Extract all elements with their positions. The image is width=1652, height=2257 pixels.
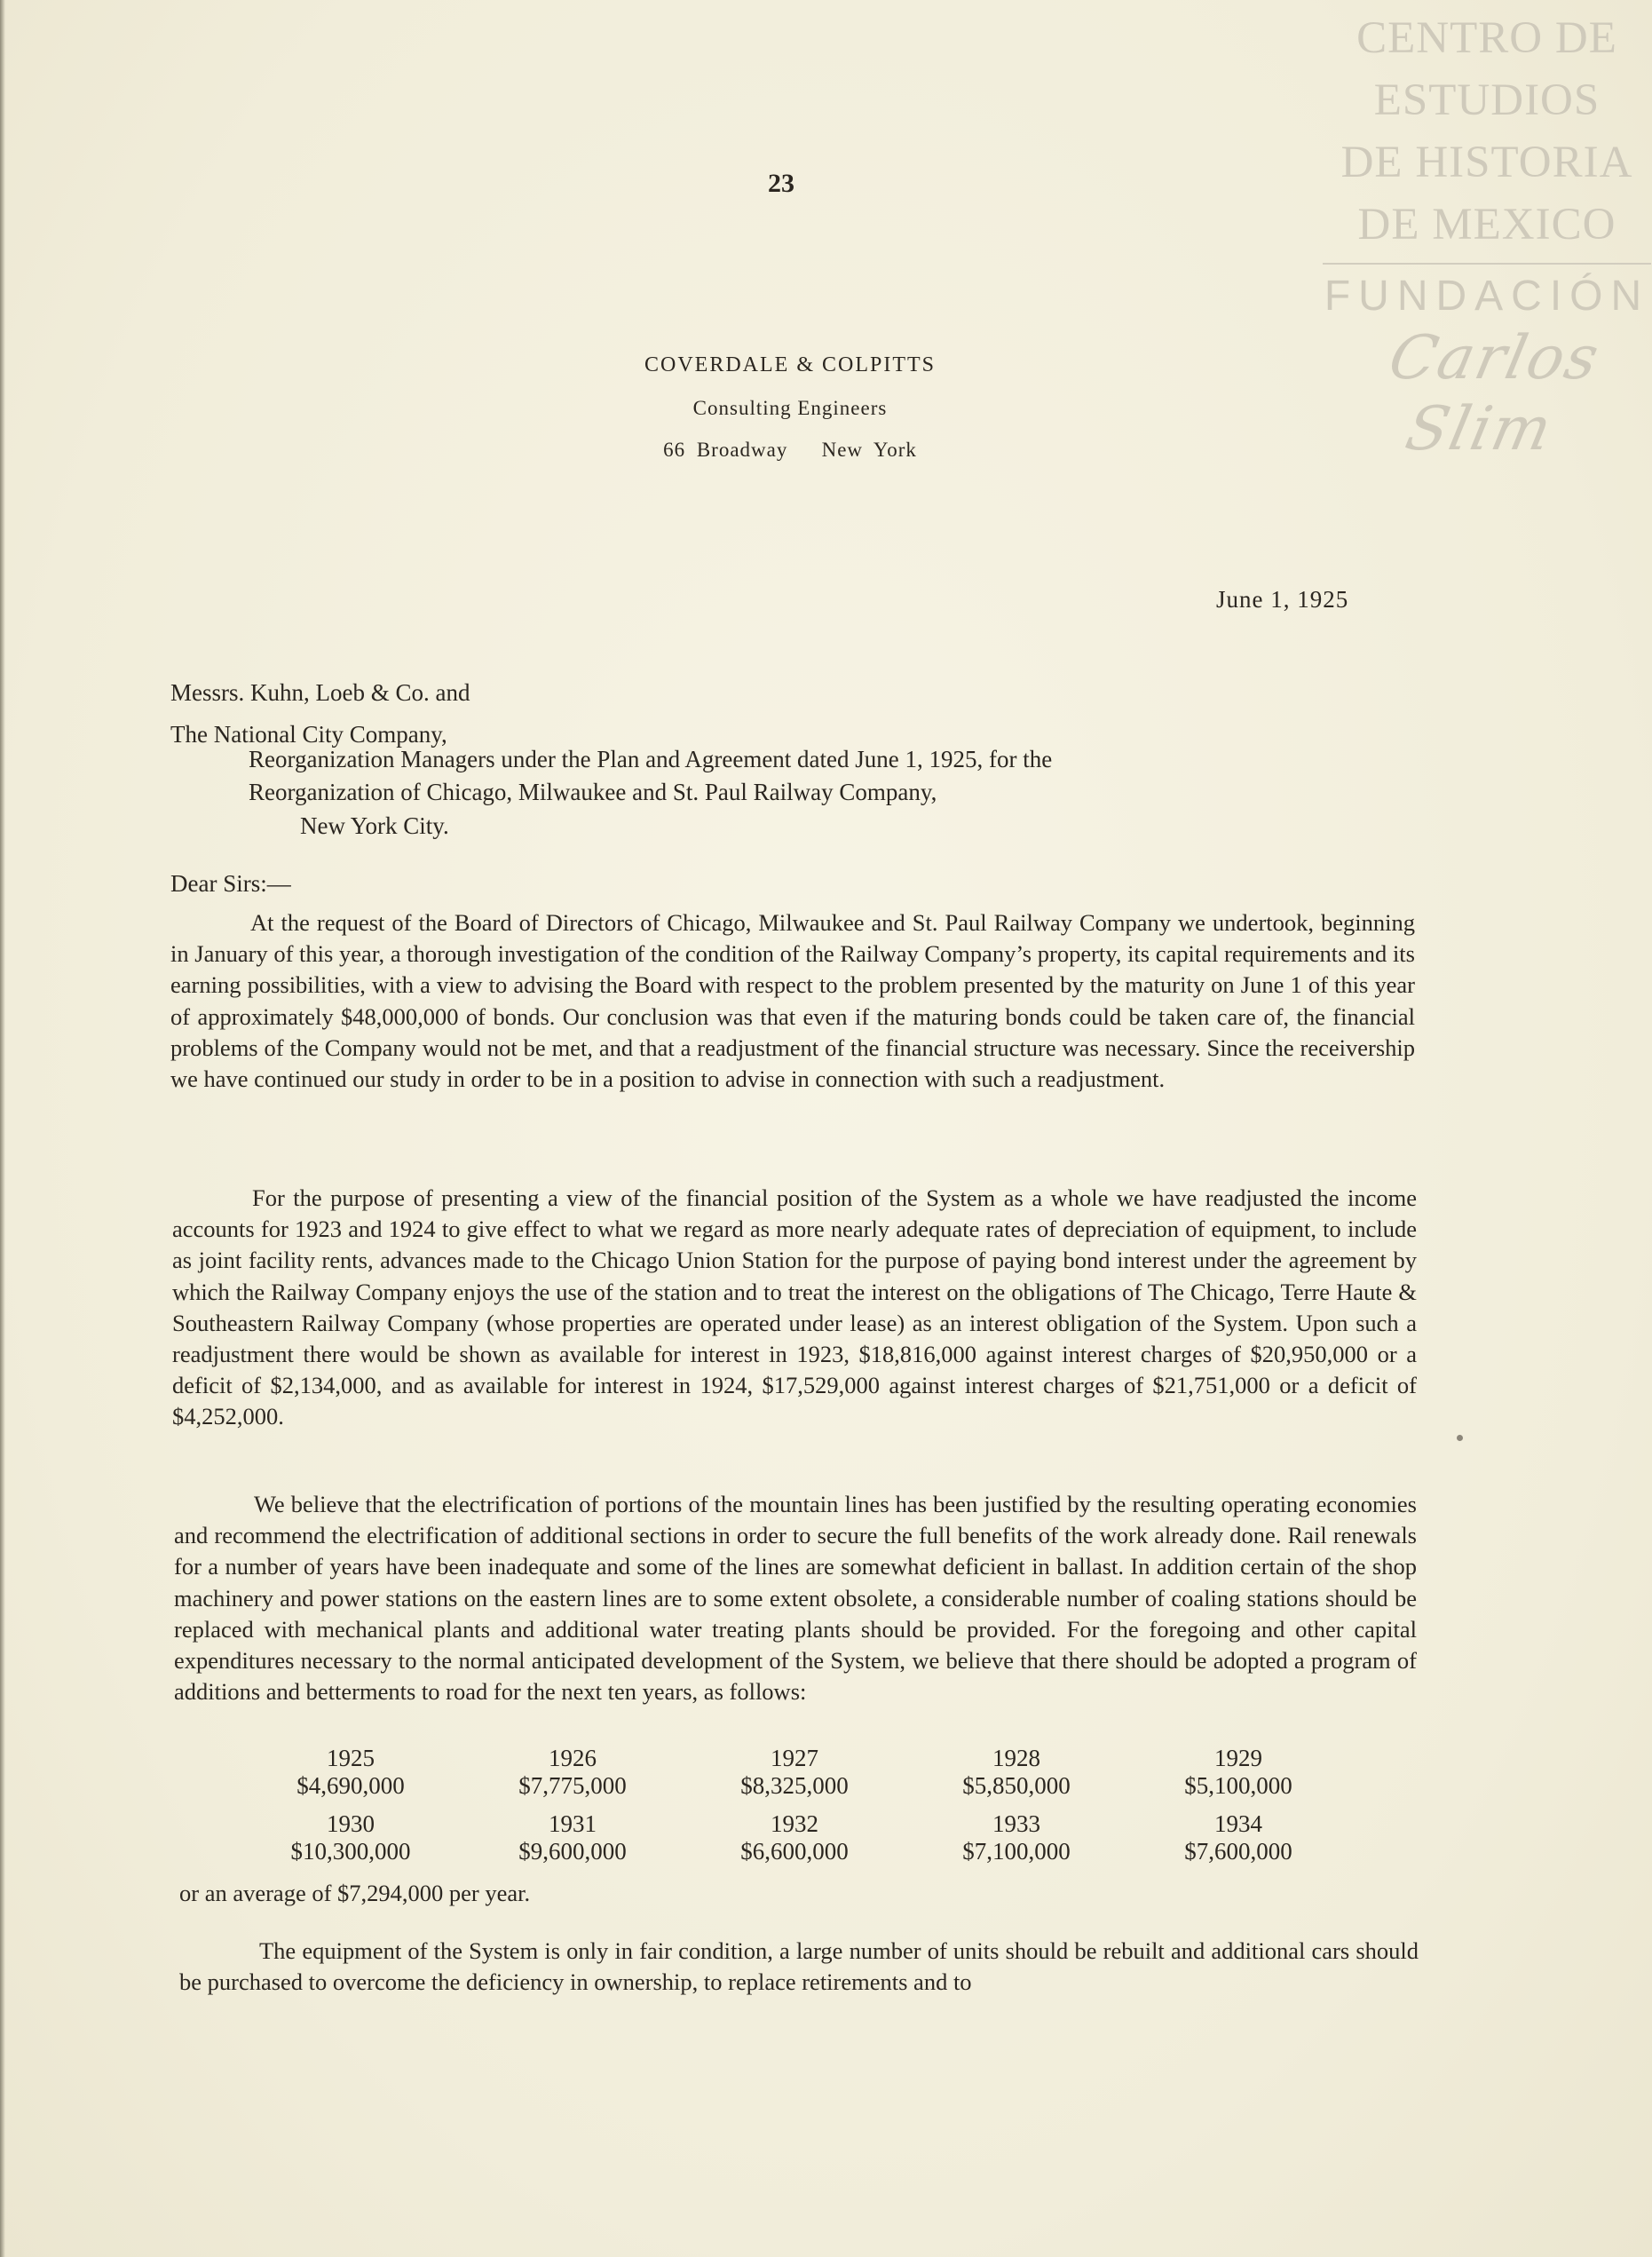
addressee-line: Messrs. Kuhn, Loeb & Co. and [170, 679, 470, 706]
watermark-line: DE HISTORIA [1340, 138, 1633, 187]
addressee-line: Reorganization of Chicago, Milwaukee and St. Paul Railway Company, [249, 779, 937, 805]
program-year: 1925 [327, 1745, 375, 1771]
watermark-line: ESTUDIOS [1373, 75, 1601, 125]
table-spacer [240, 1800, 1349, 1810]
program-amount: $9,600,000 [518, 1838, 627, 1865]
table-cell [905, 1745, 1127, 1800]
table-row [240, 1745, 1349, 1800]
watermark-line: CENTRO DE [1356, 13, 1617, 63]
betterments-program-table [240, 1745, 1349, 1865]
program-year: 1934 [1214, 1810, 1262, 1837]
watermark-line: DE MEXICO [1357, 200, 1616, 249]
program-year: 1933 [992, 1810, 1040, 1837]
table-cell [905, 1810, 1127, 1865]
watermark-foundation: FUNDACIÓN [1324, 273, 1650, 320]
letter-date: June 1, 1925 [1216, 586, 1349, 613]
letterhead-address: 66 Broadway New York [663, 439, 917, 461]
body-paragraph: For the purpose of presenting a view of the financial position of the System as a whole we have readjusted the income accounts for 1923 and 1924 to give effect to what we regard as more nearly adequate rates of depreciation of equipment, to include as joint facility rents, advances made to the Chicago Union Station for the purpose of paying bond interest under the agreement by which the Railway Company enjoys the use of the station and to treat the interest on the obligations of The Chicago, Terre Haute & Southeastern Railway Company (whose properties are operated under lease) as an interest obligation of the System. Upon such a readjustment there would be shown as available for interest in 1923, $18,816,000 against interest charges of $20,950,000 or a deficit of $2,134,000, and as available for interest in 1924, $17,529,000 against interest charges of $21,751,000 or a deficit of $4,252,000. [172, 1184, 1417, 1430]
average-note: or an average of $7,294,000 per year. [179, 1880, 531, 1906]
program-amount: $6,600,000 [740, 1838, 849, 1865]
page-edge-shadow [0, 0, 5, 2257]
table-cell [1127, 1810, 1349, 1865]
program-amount: $8,325,000 [740, 1772, 849, 1799]
program-amount: $7,600,000 [1184, 1838, 1292, 1865]
program-year: 1926 [549, 1745, 597, 1771]
paper-speck [1457, 1435, 1463, 1441]
page-number: 23 [768, 169, 794, 198]
program-year: 1932 [771, 1810, 818, 1837]
program-amount: $7,775,000 [518, 1772, 627, 1799]
body-paragraph: The equipment of the System is only in fair condition, a large number of units should be rebuilt and additional cars should be purchased to overcome the deficiency in ownership, to replace retirements and to [179, 1937, 1419, 1996]
table-cell [684, 1810, 905, 1865]
program-year: 1927 [771, 1745, 818, 1771]
table-cell [462, 1810, 684, 1865]
watermark-signature: Carlos Slim [1382, 323, 1607, 464]
archive-watermark [1323, 7, 1651, 465]
program-year: 1928 [992, 1745, 1040, 1771]
addressee-line: The National City Company, [170, 721, 447, 748]
program-year: 1929 [1214, 1745, 1262, 1771]
program-amount: $5,850,000 [962, 1772, 1071, 1799]
program-year: 1931 [549, 1810, 597, 1837]
table-row [240, 1810, 1349, 1865]
program-amount: $5,100,000 [1184, 1772, 1292, 1799]
table-cell [1127, 1745, 1349, 1800]
program-amount: $7,100,000 [962, 1838, 1071, 1865]
addressee-line: Reorganization Managers under the Plan and Agreement dated June 1, 1925, for the [249, 746, 1053, 772]
program-year: 1930 [327, 1810, 375, 1837]
watermark-divider [1323, 263, 1651, 265]
table-cell [240, 1745, 462, 1800]
program-amount: $4,690,000 [296, 1772, 405, 1799]
table-cell [240, 1810, 462, 1865]
table-cell [462, 1745, 684, 1800]
body-paragraph: We believe that the electrification of portions of the mountain lines has been justified by the resulting operating economies and recommend the electrification of additional sections in order to secure the full benefits of the work already done. Rail renewals for a number of years have been inadequate and some of the lines are somewhat deficient in ballast. In addition certain of the shop machinery and power stations on the eastern lines are to some extent obsolete, a considerable number of coaling stations should be replaced with mechanical plants and additional water treating plants should be provided. For the foregoing and other capital expenditures necessary to the normal anticipated development of the System, we believe that there should be adopted a program of additions and betterments to road for the next ten years, as follows: [174, 1491, 1417, 1706]
salutation: Dear Sirs:— [170, 870, 291, 897]
table-cell [684, 1745, 905, 1800]
letterhead-subtitle: Consulting Engineers [692, 397, 888, 419]
body-paragraph: At the request of the Board of Directors of Chicago, Milwaukee and St. Paul Railway Company we undertook, beginning in January of this year, a thorough investigation of the condition of the Railway Company’s property, its capital requirements and its earning possibilities, with a view to advising the Board with respect to the problem presented by the maturity on June 1 of this year of approximately $48,000,000 of bonds. Our conclusion was that even if the maturing bonds could be taken care of, the financial problems of the Company would not be met, and that a readjustment of the financial structure was necessary. Since the receivership we have continued our study in order to be in a position to advise in connection with such a readjustment. [170, 909, 1415, 1093]
addressee-line: New York City. [300, 812, 449, 839]
program-amount: $10,300,000 [290, 1838, 411, 1865]
letterhead-firm-name: COVERDALE & COLPITTS [644, 353, 936, 376]
